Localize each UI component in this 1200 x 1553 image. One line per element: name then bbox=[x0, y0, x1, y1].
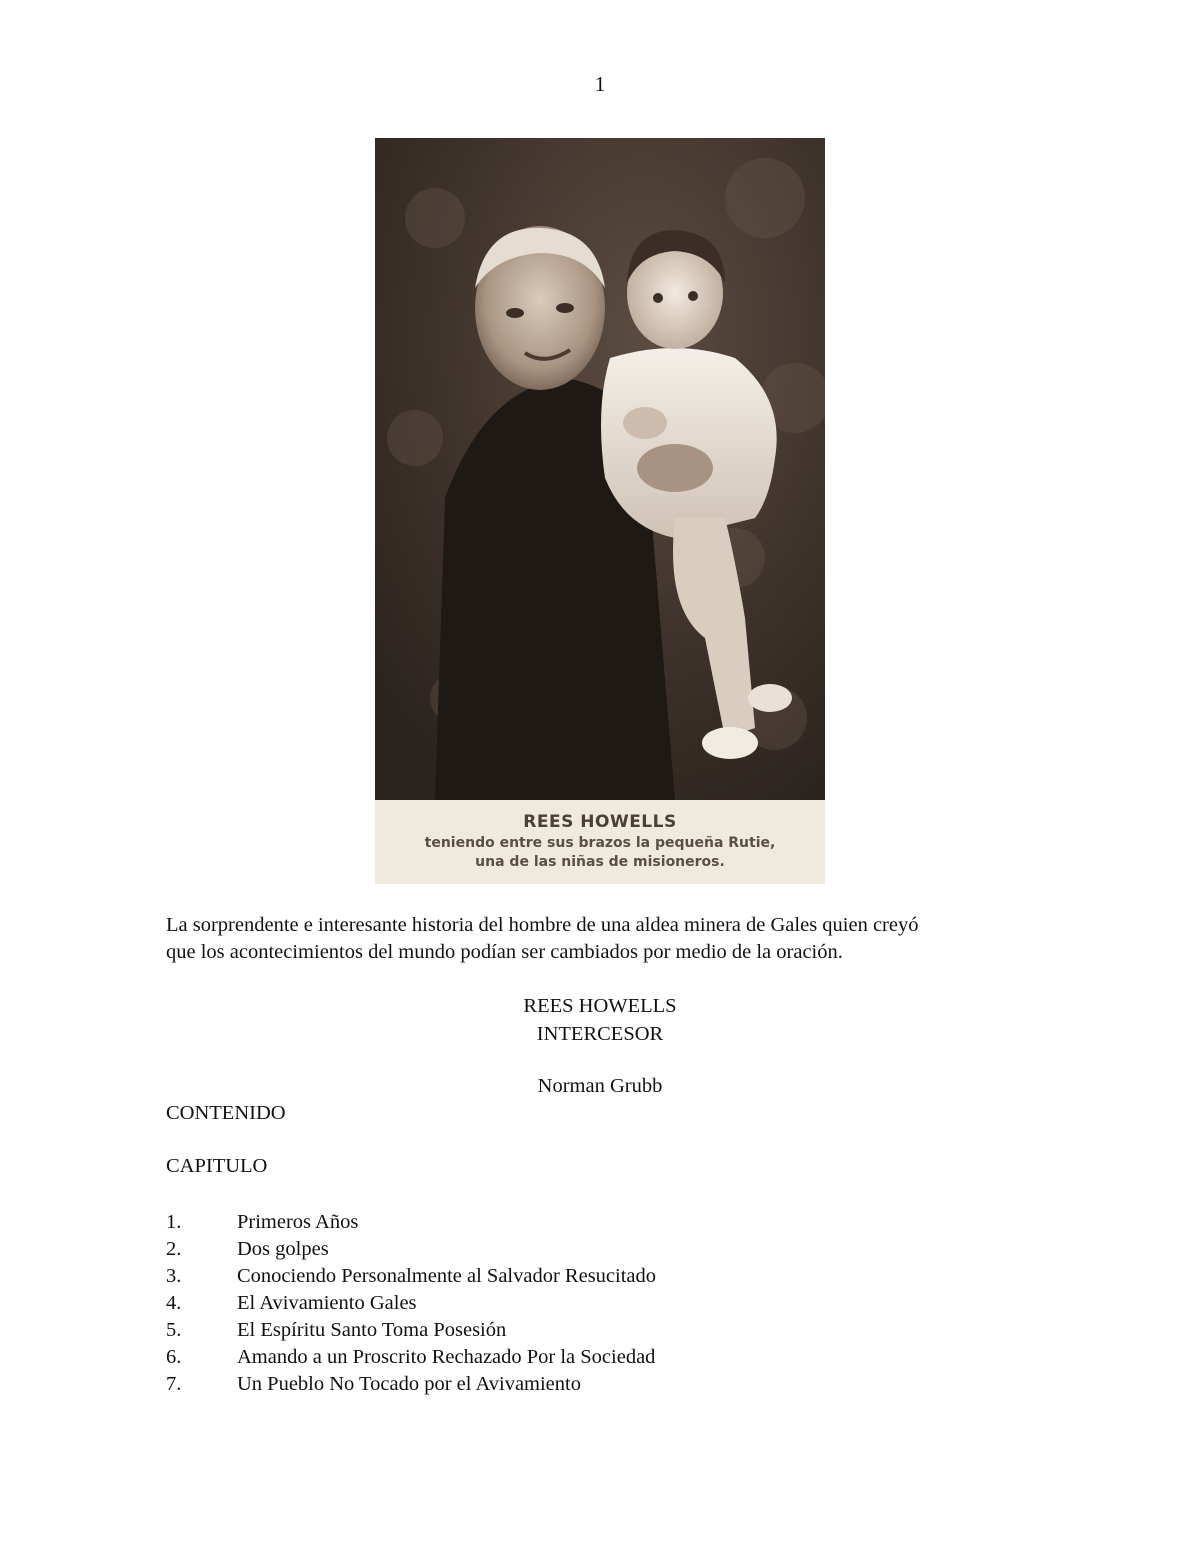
toc-item bbox=[166, 1209, 1066, 1236]
toc-item-number: 3. bbox=[166, 1265, 182, 1287]
chapter-heading: CAPITULO bbox=[166, 1155, 268, 1177]
intro-paragraph bbox=[166, 912, 1066, 966]
toc-item-number: 1. bbox=[166, 1211, 182, 1233]
photo-rees-howells-with-child bbox=[375, 138, 825, 800]
intro-line-1: La sorprendente e interesante historia del hombre de una aldea minera de Gales quien creyó bbox=[166, 914, 919, 936]
toc-item-number: 6. bbox=[166, 1346, 182, 1368]
intro-line-2: que los acontecimientos del mundo podían ser cambiados por medio de la oración. bbox=[166, 941, 843, 963]
book-title bbox=[0, 992, 1200, 1048]
toc-item-title: Un Pueblo No Tocado por el Avivamiento bbox=[237, 1373, 581, 1395]
toc-item-title: Conociendo Personalmente al Salvador Resucitado bbox=[237, 1265, 657, 1287]
toc-item-title: Primeros Años bbox=[237, 1211, 359, 1233]
author-name: Norman Grubb bbox=[537, 1075, 663, 1097]
caption-title: REES HOWELLS bbox=[523, 812, 677, 832]
toc-item bbox=[166, 1317, 1066, 1344]
toc-item-number: 7. bbox=[166, 1373, 182, 1395]
toc-item bbox=[166, 1290, 1066, 1317]
toc-item bbox=[166, 1263, 1066, 1290]
toc-item-number: 4. bbox=[166, 1292, 182, 1314]
title-line-2: INTERCESOR bbox=[536, 1023, 664, 1045]
toc-item-title: Amando a un Proscrito Rechazado Por la Sociedad bbox=[237, 1346, 656, 1368]
table-of-contents bbox=[166, 1209, 1066, 1398]
toc-item-title: El Avivamiento Gales bbox=[237, 1292, 417, 1314]
caption-line-1: teniendo entre sus brazos la pequeña Rutie, bbox=[424, 835, 776, 851]
toc-item-title: Dos golpes bbox=[237, 1238, 329, 1260]
toc-item bbox=[166, 1236, 1066, 1263]
toc-item-title: El Espíritu Santo Toma Posesión bbox=[237, 1319, 507, 1341]
toc-item-number: 2. bbox=[166, 1238, 182, 1260]
toc-item bbox=[166, 1371, 1066, 1398]
photo-caption bbox=[375, 800, 825, 884]
contents-heading: CONTENIDO bbox=[166, 1102, 286, 1124]
toc-item-number: 5. bbox=[166, 1319, 182, 1341]
toc-item bbox=[166, 1344, 1066, 1371]
caption-line-2: una de las niñas de misioneros. bbox=[475, 854, 725, 870]
photo-illustration bbox=[375, 138, 825, 800]
page-number: 1 bbox=[594, 72, 606, 96]
photo-figure bbox=[375, 138, 825, 884]
title-line-1: REES HOWELLS bbox=[523, 995, 677, 1017]
